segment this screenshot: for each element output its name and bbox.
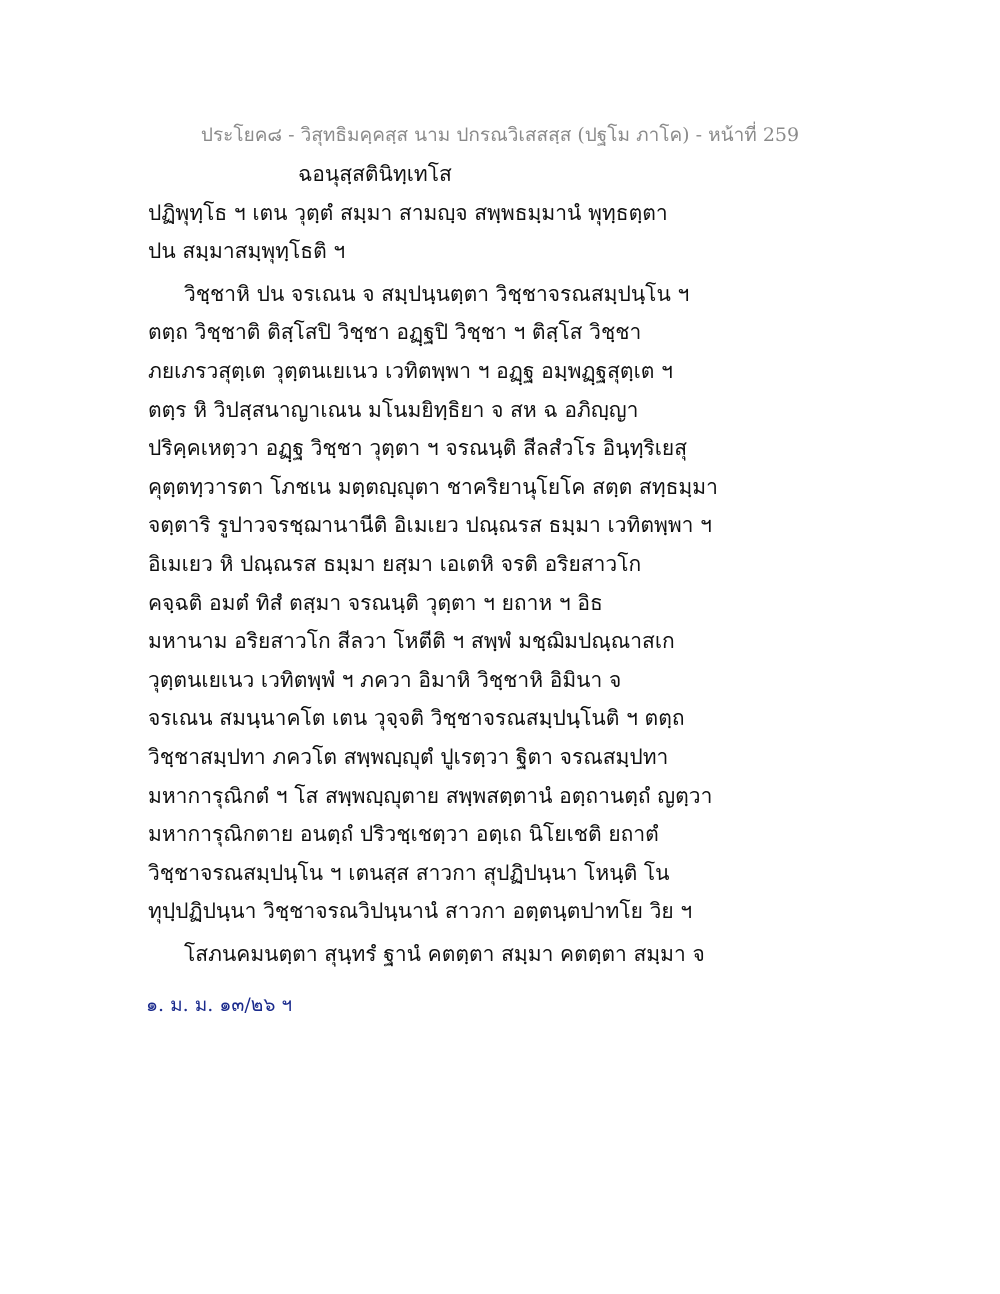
text-line: มหาการุณิกตาย อนตฺถํ ปริวชฺเชตฺวา อตฺเถ นิโยเชติ ยถาตํ bbox=[148, 822, 659, 847]
text-line: ปริคฺคเหตฺวา อฏฺฐ วิชฺชา วุตฺตา ฯ จรณนฺติ สีลสํวโร อินฺทฺริเยสุ bbox=[148, 436, 688, 461]
text-line: วิชฺชาสมฺปทา ภควโต สพฺพญฺญุตํ ปูเรตฺวา ฐิตา จรณสมฺปทา bbox=[148, 744, 669, 769]
text-line: มหานาม อริยสาวโก สีลวา โหตีติ ฯ สพฺพํ มชฺฌิมปณฺณาสเก bbox=[148, 629, 675, 654]
text-line: ทุปฺปฏิปนฺนา วิชฺชาจรณวิปนฺนานํ สาวกา อตฺตนฺตปาทโย วิย ฯ bbox=[148, 899, 693, 924]
text-line: ปน สมฺมาสมฺพุทฺโธติ ฯ bbox=[148, 239, 346, 264]
text-line: อิเมเยว หิ ปณฺณรส ธมฺมา ยสฺมา เอเตหิ จรติ อริยสาวโก bbox=[148, 551, 642, 576]
text-line: มหาการุณิกตํ ฯ โส สพฺพญฺญุตาย สพฺพสตฺตานํ อตฺถานตฺถํ ญตฺวา bbox=[148, 783, 713, 808]
page-header: ประโยค๘ - วิสุทธิมคฺคสฺส นาม ปกรณวิเสสสฺส (ปฐโม ภาโค) - หน้าที่ 259 bbox=[200, 124, 800, 146]
section-title: ฉอนุสฺสตินิทฺเทโส bbox=[298, 162, 452, 186]
text-line: ตตฺร หิ วิปสฺสนาญาเณน มโนมยิทฺธิยา จ สห ฉ อภิญฺญา bbox=[148, 397, 639, 422]
text-line: โสภนคมนตฺตา สุนฺทรํ ฐานํ คตตฺตา สมฺมา คตตฺตา สมฺมา จ bbox=[184, 941, 705, 966]
text-line: วิชฺชาหิ ปน จรเณน จ สมฺปนฺนตฺตา วิชฺชาจรณสมฺปนฺโน ฯ bbox=[184, 281, 690, 306]
body-text bbox=[148, 155, 868, 973]
text-line: คุตฺตทฺวารตา โภชเน มตฺตญฺญุตา ชาคริยานุโยโค สตฺต สทฺธมฺมา bbox=[148, 474, 718, 499]
text-line: วุตฺตนเยเนว เวทิตพฺพํ ฯ ภควา อิมาหิ วิชฺชาหิ อิมินา จ bbox=[148, 667, 622, 692]
text-line: จรเณน สมนฺนาคโต เตน วุจฺจติ วิชฺชาจรณสมฺปนฺโนติ ฯ ตตฺถ bbox=[148, 706, 685, 731]
text-line: คจฺฉติ อมตํ ทิสํ ตสฺมา จรณนฺติ วุตฺตา ฯ ยถาห ฯ อิธ bbox=[148, 590, 603, 615]
footnote: ๑. ม. ม. ๑๓/๒๖ ฯ bbox=[146, 994, 293, 1016]
text-line: จตฺตาริ รูปาวจรชฺฌานานีติ อิเมเยว ปณฺณรส ธมฺมา เวทิตพฺพา ฯ bbox=[148, 513, 712, 538]
text-line: ปฏิพุทฺโธ ฯ เตน วุตฺตํ สมฺมา สามญฺจ สพฺพธมฺมานํ พุทฺธตฺตา bbox=[148, 200, 668, 225]
text-line: วิชฺชาจรณสมฺปนฺโน ฯ เตนสฺส สาวกา สุปฏิปนฺนา โหนฺติ โน bbox=[148, 860, 670, 885]
text-line: ภยเภรวสุตฺเต วุตฺตนเยเนว เวทิตพฺพา ฯ อฏฺฐ อมฺพฏฺฐสุตฺเต ฯ bbox=[148, 358, 673, 383]
text-line: ตตฺถ วิชฺชาติ ติสฺโสปิ วิชฺชา อฏฺฐปิ วิชฺชา ฯ ติสฺโส วิชฺชา bbox=[148, 320, 642, 345]
